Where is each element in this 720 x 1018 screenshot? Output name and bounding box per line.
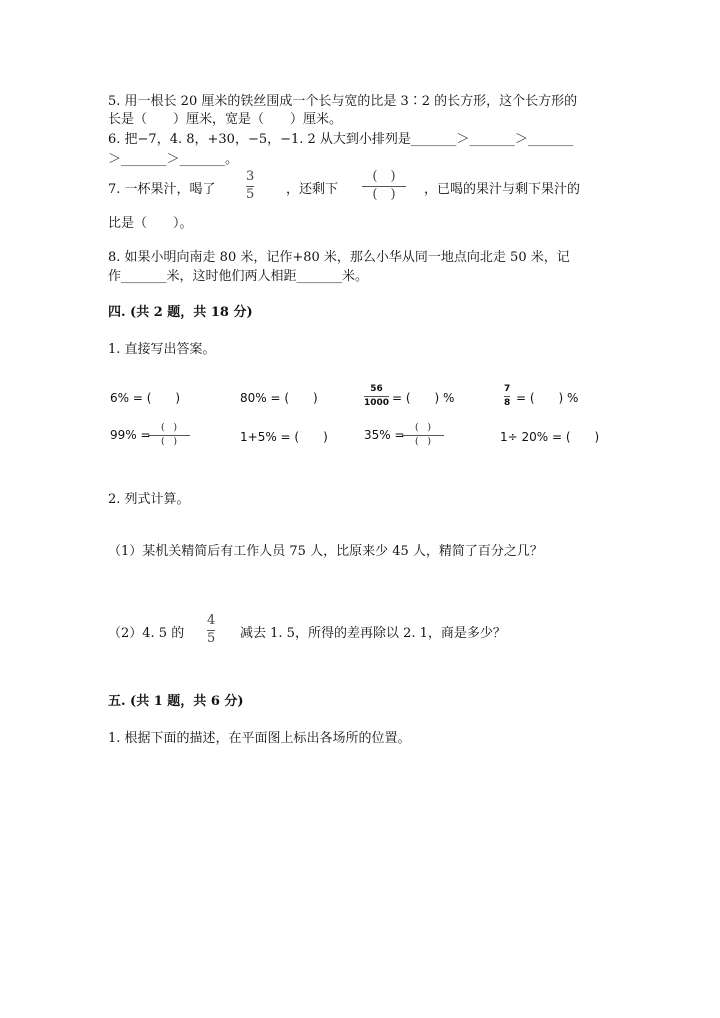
- q8-line1: 8. 如果小明向南走 80 米，记作+80 米，那么小华从同一地点向北走 50 米，记: [108, 250, 570, 265]
- fraction-numerator: 56: [370, 384, 383, 394]
- section-4-q2-part1: （1）某机关精简后有工作人员 75 人，比原来少 45 人，精简了百分之几？: [108, 544, 543, 559]
- section-5-q1: 1. 根据下面的描述，在平面图上标出各场所的位置。: [108, 731, 411, 746]
- section-4-title: 四. (共 2 题，共 18 分): [108, 305, 253, 320]
- section-4-q2-part2-prefix: （2）4. 5 的: [108, 626, 185, 641]
- answer-item-1-div-20-percent: 1÷ 20% = ( ): [500, 430, 600, 444]
- fraction-denominator-blank: ( ): [160, 437, 178, 447]
- answer-item-99-percent-prefix: 99% =: [110, 428, 151, 442]
- fraction-bar: [402, 435, 444, 436]
- section-4-q1-title: 1. 直接写出答案。: [108, 342, 216, 357]
- fraction-numerator: 7: [504, 384, 511, 394]
- answer-item-6-percent: 6% = ( ): [110, 391, 181, 405]
- fraction-numerator: 4: [207, 613, 216, 628]
- fraction-denominator: 5: [246, 187, 255, 202]
- fraction-numerator: 3: [246, 169, 255, 184]
- answer-item-35-percent-prefix: 35% =: [364, 428, 405, 442]
- fraction-denominator: 1000: [364, 398, 390, 408]
- answer-item-1-plus-5-percent: 1+5% = ( ): [240, 430, 328, 444]
- q7-fraction-drunk: [246, 170, 254, 202]
- fraction-4-over-5: [207, 614, 215, 646]
- q6-line1: 6. 把−7，4. 8，+30，−5，−1. 2 从大到小排列是_______＞_______＞_______: [108, 132, 574, 147]
- q5-line1: 5. 用一根长 20 厘米的铁丝围成一个长与宽的比是 3∶2 的长方形，这个长方形的: [108, 94, 578, 109]
- section-4-q2-title: 2. 列式计算。: [108, 492, 190, 507]
- fraction-blank-35-percent: [402, 423, 444, 447]
- fraction-numerator-blank: ( ): [160, 423, 178, 433]
- fraction-numerator-blank: ( ): [414, 423, 432, 433]
- fraction-denominator: 5: [207, 631, 216, 646]
- fraction-denominator: 8: [504, 398, 511, 408]
- answer-item-80-percent: 80% = ( ): [240, 391, 318, 405]
- fraction-bar: [148, 435, 190, 436]
- answer-item-56-over-1000: = ( ) %: [392, 391, 455, 405]
- section-5-title: 五. (共 1 题，共 6 分): [108, 694, 244, 709]
- q6-line2: ＞_______＞_______。: [108, 152, 239, 167]
- q8-line2: 作_______米，这时他们两人相距_______米。: [108, 269, 369, 284]
- section-4-q2-part2-suffix: 减去 1. 5，所得的差再除以 2. 1，商是多少？: [240, 626, 506, 641]
- q7-prefix: 7. 一杯果汁，喝了: [108, 182, 216, 197]
- q7-suffix: ，已喝的果汁与剩下果汁的: [424, 182, 581, 197]
- fraction-numerator-blank: ( ): [372, 169, 396, 184]
- q5-line2: 长是（ ）厘米，宽是（ ）厘米。: [108, 112, 343, 127]
- q7-middle: ，还剩下: [286, 182, 339, 197]
- fraction-denominator-blank: ( ): [372, 187, 396, 202]
- fraction-7-over-8: [504, 384, 510, 408]
- fraction-56-over-1000: [364, 384, 389, 408]
- fraction-bar: [364, 396, 389, 397]
- q7-fraction-blank: [362, 170, 406, 202]
- answer-item-7-over-8: = ( ) %: [516, 391, 579, 405]
- fraction-blank-99-percent: [148, 423, 190, 447]
- q7-line2: 比是（ ）。: [108, 216, 193, 231]
- fraction-bar: [504, 396, 510, 397]
- fraction-denominator-blank: ( ): [414, 437, 432, 447]
